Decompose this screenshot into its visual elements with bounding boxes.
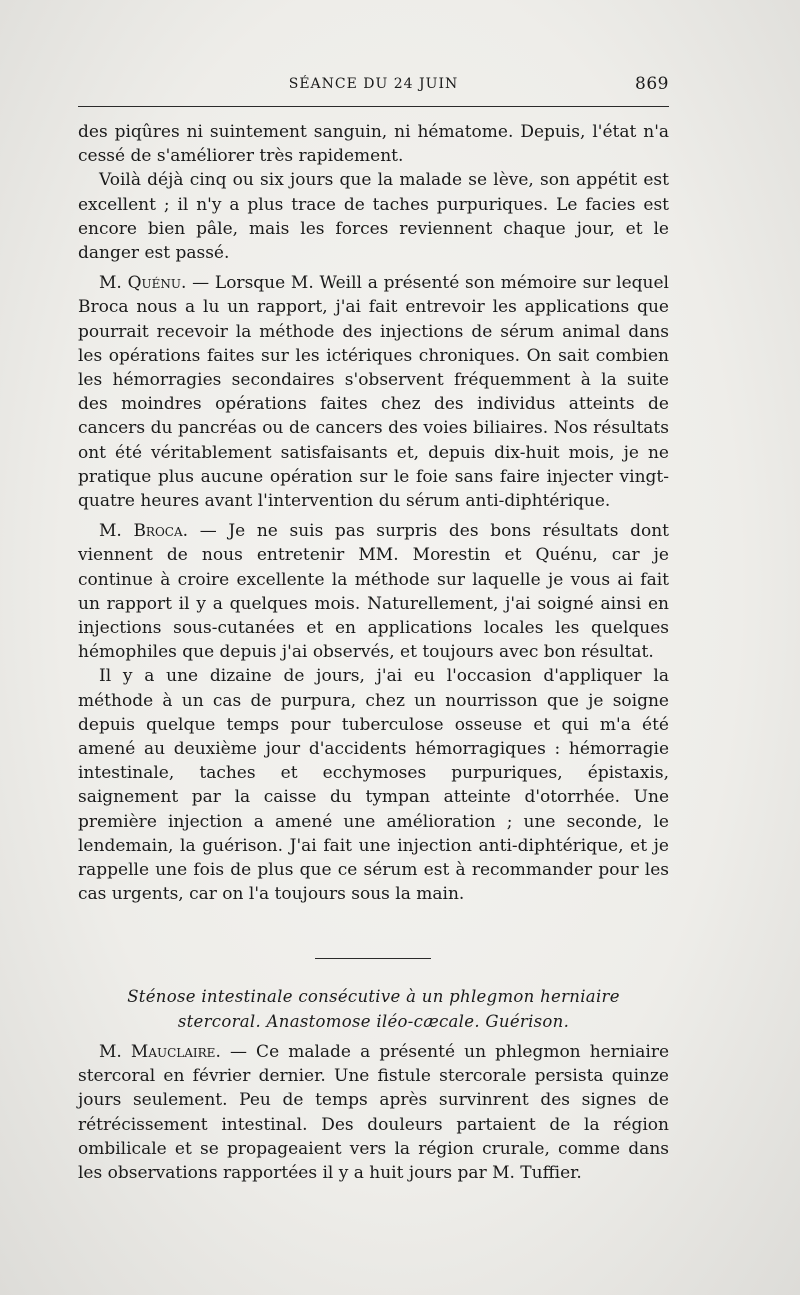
section-title	[78, 985, 669, 1034]
speaker-name: M. Mauclaire.	[99, 1042, 221, 1062]
speaker-name: M. Quénu.	[99, 273, 187, 294]
speaker-remarks: — Lorsque M. Weill a présenté son mémoire sur lequel Broca nous a lu un rapport, j'ai fait entrevoir les applications que pourrait recevoir la méthode des injections de sérum animal dans les opérations faites sur les ictériques chroniques. On sait combien les hémorragies secondaires s'observent fréquemment à la suite des moindres opérations faites chez des individus atteints de cancers du pancréas ou de cancers des voies biliaires. Nos résultats ont été véritablement satisfaisants et, depuis dix-huit mois, je ne pratique plus aucune opération sur le foie sans faire injecter vingt-quatre heures avant l'intervention du sérum anti-diphtérique.	[78, 273, 669, 512]
paragraph-quenu	[78, 271, 669, 513]
page-header	[78, 76, 669, 98]
paragraph-patient-recovery: Voilà déjà cinq ou six jours que la malade se lève, son appétit est excellent ; il n'y a plus trace de taches purpuriques. Le facies est encore bien pâle, mais les forces reviennent chaque jour, et le danger est passé.	[78, 170, 669, 264]
paragraph-purpura-case: Il y a une dizaine de jours, j'ai eu l'occasion d'appliquer la méthode à un cas de purpura, chez un nourrisson que je soigne depuis quelque temps pour tuberculose osseuse et qui m'a été amené au deuxième jour d'accidents hémorragiques : hémorragie intestinale, taches et ecchymoses purpuriques, épistaxis, saignement par la caisse du tympan atteinte d'otorrhée. Une première injection a amené une amélioration ; une seconde, le lendemain, la guérison. J'ai fait une injection anti-diphtérique, et je rappelle une fois de plus que ce sérum est à recommander pour les cas urgents, car on l'a toujours sous la main.	[78, 666, 669, 905]
section-divider	[315, 958, 431, 959]
paragraph-continuation: des piqûres ni suintement sanguin, ni hématome. Depuis, l'état n'a cessé de s'améliorer très rapidement.	[78, 122, 669, 167]
paragraph-broca	[78, 519, 669, 664]
section-title-line: Sténose intestinale consécutive à un phlegmon herniaire	[127, 987, 620, 1006]
discussion-text	[78, 120, 669, 907]
speaker-remarks: — Je ne suis pas surpris des bons résultats dont viennent de nous entretenir MM. Morestin et Quénu, car je continue à croire excellente la méthode sur laquelle je vous ai fait un rapport il y a quelques mois. Naturellement, j'ai soigné ainsi en injections sous-cutanées et en applications locales les quelques hémophiles que depuis j'ai observés, et toujours avec bon résultat.	[78, 521, 669, 663]
section-text	[78, 1040, 669, 1185]
speaker-remarks: — Ce malade a présenté un phlegmon herniaire stercoral en février dernier. Une fistule stercorale persista quinze jours seulement. Peu de temps après survinrent des signes de rétrécissement intestinal. Des douleurs partaient de la région ombilicale et se propageaient vers la région crurale, comme dans les observations rapportées il y a huit jours par M. Tuffier.	[78, 1042, 670, 1184]
speaker-name: M. Broca.	[99, 521, 189, 542]
section-title-line: stercoral. Anastomose iléo-cæcale. Guérison.	[177, 1011, 570, 1031]
page-number: 869	[635, 74, 669, 94]
running-title: SÉANCE DU 24 JUIN	[288, 76, 459, 92]
header-rule	[78, 106, 669, 107]
paragraph-mauclaire	[78, 1040, 669, 1185]
